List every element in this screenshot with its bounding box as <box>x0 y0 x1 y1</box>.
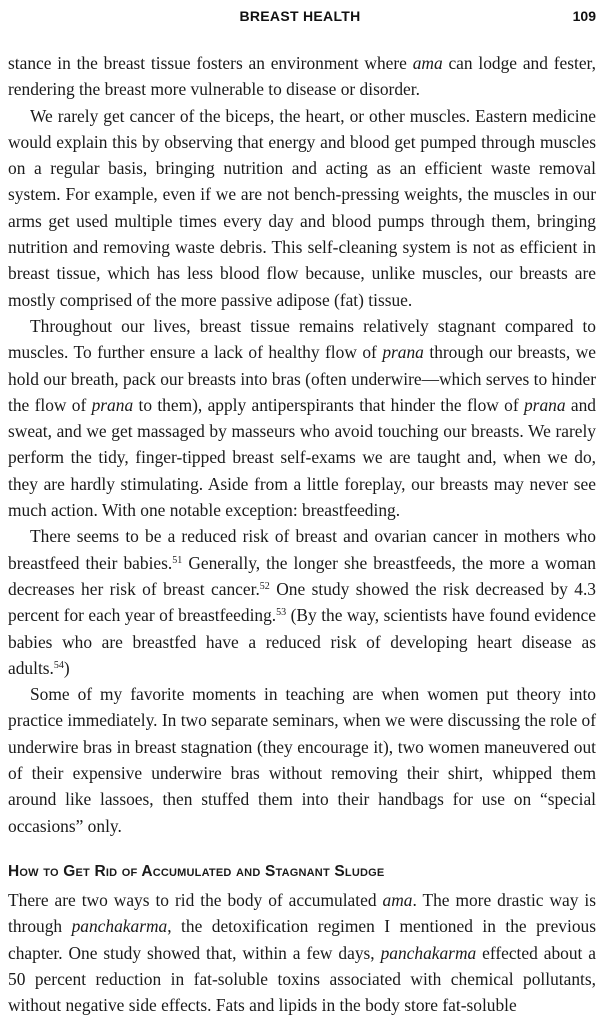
italic-term: prana <box>91 394 134 415</box>
paragraph <box>8 103 596 313</box>
paragraph <box>8 523 596 681</box>
section-heading: How to Get Rid of Accumulated and Stagnant Sludge <box>8 862 385 880</box>
text-run: There are two ways to rid the body of accumulated <box>8 889 383 910</box>
italic-term: prana <box>523 394 566 415</box>
text-run: to them), apply antiperspirants that hinder the flow of <box>133 394 524 415</box>
text-run: We rarely get cancer of the biceps, the heart, or other muscles. Eastern medicine would explain this by observing that energy and blood get pumped through muscles on a regular basis, bringing nutrition and acting as an efficient waste removal system. For example, even if we are not bench-pressing weights, the muscles in our arms get used multiple times every day and blood pumps through them, bringing nutrition and removing waste debris. This self-cleaning system is not as efficient in breast tissue, which has less blood flow because, unlike muscles, our breasts are mostly comprised of the more passive adipose (fat) tissue. <box>8 105 596 310</box>
text-run: . The more drastic way is through <box>8 889 597 937</box>
paragraphs <box>8 50 596 839</box>
text-run: There seems to be a reduced risk of breast and ovarian cancer in mothers who breastfeed their babies. <box>8 526 596 573</box>
text-run: Generally, the longer she breastfeeds, the more a woman decreases her risk of breast cancer. <box>8 552 597 599</box>
paragraph <box>8 313 596 523</box>
italic-term: prana <box>382 342 424 363</box>
text-run: through our breasts, we hold our breath, pack our breasts into bras (often underwire—which serves to hinder the flow of <box>8 342 596 415</box>
paragraph <box>8 681 596 839</box>
paragraph <box>8 887 596 1018</box>
paragraph <box>8 50 596 103</box>
text-run: effected about a 50 percent reduction in fat-soluble toxins associated with chemical pollutants, without negative side effects. Fats and lipids in the body store fat-soluble <box>8 942 597 1016</box>
footnote-marker: 53 <box>276 607 287 619</box>
italic-term: panchakarma <box>71 916 168 937</box>
body-text <box>8 50 596 1018</box>
text-run: ) <box>63 657 70 678</box>
text-run: One study showed the risk decreased by 4.3 percent for each year of breastfeeding. <box>8 578 596 626</box>
footnote-marker: 54 <box>53 659 64 671</box>
text-run: Throughout our lives, breast tissue remains relatively stagnant compared to muscles. To further ensure a lack of healthy flow of <box>8 315 596 363</box>
italic-term: panchakarma <box>380 942 477 963</box>
footnote-marker: 51 <box>172 554 183 566</box>
italic-term: ama <box>412 53 443 73</box>
text-run: , the detoxification regimen I mentioned in the previous chapter. One study showed that, within a few days, <box>8 916 596 963</box>
italic-term: ama <box>382 889 413 910</box>
text-run: Some of my favorite moments in teaching are when women put theory into practice immediately. In two separate seminars, when we were discussing the role of underwire bras in breast stagnation (they encourage it), two women maneuvered out of their expensive underwire bras without removing their shirt, whipped them around like lassoes, then stuffed them into their handbags for use on “special occasions” only. <box>8 684 597 836</box>
page-number: 109 <box>572 8 596 24</box>
running-head: BREAST HEALTH <box>239 8 361 24</box>
text-run: (By the way, scientists have found evidence babies who are breastfed have a reduced risk of developing heart disease as adults. <box>8 605 596 678</box>
footnote-marker: 52 <box>259 580 270 592</box>
page-header <box>0 8 600 30</box>
text-run: and sweat, and we get massaged by masseurs who avoid touching our breasts. We rarely perform the tidy, finger-tipped breast self-exams we are taught and, when we do, they are hardly stimulating. Aside from a little foreplay, our breasts may never see much action. With one notable exception: breastfeeding. <box>8 394 596 521</box>
text-run: can lodge and fester, rendering the breast more vulnerable to disease or disorder. <box>8 53 596 100</box>
paragraphs-after-heading <box>8 887 596 1018</box>
text-run: stance in the breast tissue fosters an environment where <box>8 53 413 73</box>
